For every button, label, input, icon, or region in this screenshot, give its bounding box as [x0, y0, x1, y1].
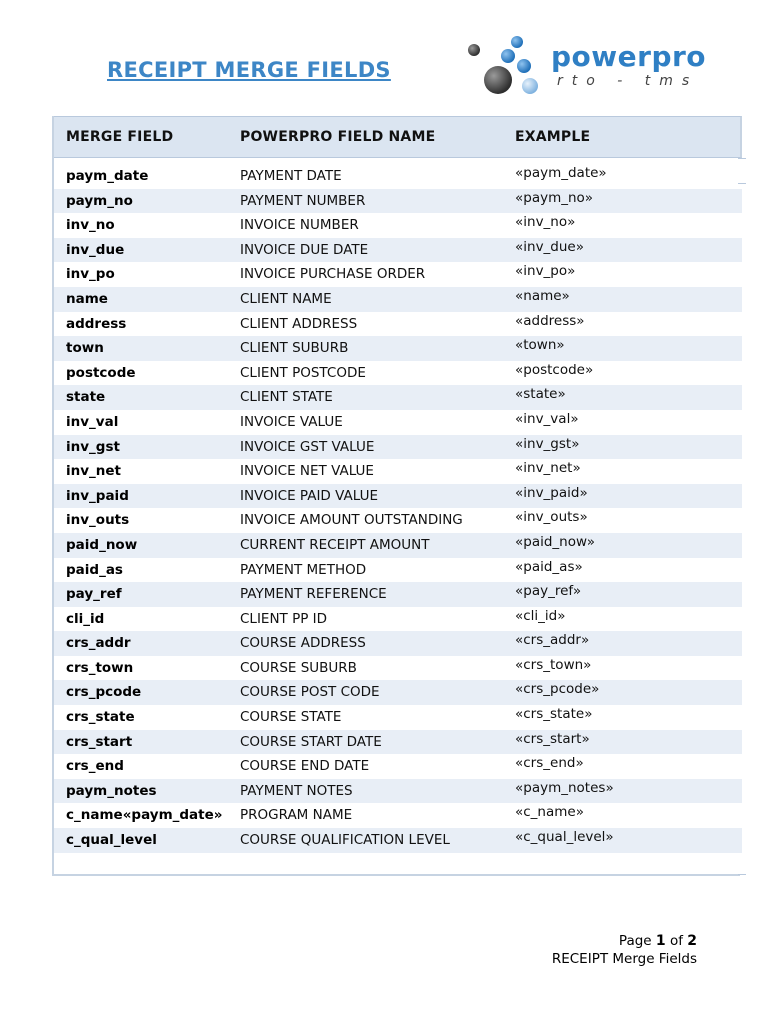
table-row — [54, 385, 742, 410]
field-name-cell: PAYMENT METHOD — [240, 561, 367, 578]
example-cell: «inv_po» — [515, 263, 576, 280]
table-row — [54, 705, 742, 730]
field-name-cell: CLIENT POSTCODE — [240, 364, 366, 381]
header-field-name: POWERPRO FIELD NAME — [240, 129, 436, 145]
field-name-cell: PROGRAM NAME — [240, 807, 353, 824]
example-cell: «crs_start» — [515, 730, 590, 747]
document-title: RECEIPT MERGE FIELDS — [107, 58, 391, 82]
example-cell: «crs_pcode» — [515, 681, 600, 698]
example-cell: «pay_ref» — [515, 583, 582, 600]
table-row — [54, 164, 742, 189]
field-name-cell: COURSE STATE — [240, 709, 342, 726]
table-edge-mark — [738, 158, 746, 159]
field-name-cell: PAYMENT REFERENCE — [240, 586, 387, 603]
table-row — [54, 582, 742, 607]
merge-field-cell: inv_val — [66, 413, 119, 430]
table-row — [54, 803, 742, 828]
example-cell: «name» — [515, 287, 570, 304]
field-name-cell: CLIENT ADDRESS — [240, 315, 358, 332]
table-row — [54, 361, 742, 386]
table-row — [54, 828, 742, 853]
table-row — [54, 213, 742, 238]
field-name-cell: CLIENT SUBURB — [240, 340, 349, 357]
merge-field-cell: inv_paid — [66, 487, 129, 504]
field-name-cell: INVOICE VALUE — [240, 413, 343, 430]
powerpro-logo — [462, 36, 712, 100]
merge-field-cell: paym_notes — [66, 782, 157, 799]
example-cell: «paid_now» — [515, 533, 596, 550]
footer-doc-name: RECEIPT Merge Fields — [551, 951, 697, 967]
merge-field-cell: state — [66, 389, 106, 406]
field-name-cell: CURRENT RECEIPT AMOUNT — [240, 536, 430, 553]
header-example: EXAMPLE — [515, 129, 591, 145]
field-name-cell: COURSE SUBURB — [240, 659, 357, 676]
table-row — [54, 754, 742, 779]
example-cell: «address» — [515, 312, 585, 329]
table-row — [54, 508, 742, 533]
page-of: of — [669, 933, 683, 949]
merge-field-cell: postcode — [66, 364, 136, 381]
example-cell: «crs_end» — [515, 755, 584, 772]
merge-field-cell: inv_due — [66, 241, 125, 258]
field-name-cell: PAYMENT NUMBER — [240, 192, 366, 209]
table-edge-mark — [738, 874, 746, 875]
example-cell: «crs_state» — [515, 706, 593, 723]
page-number — [552, 932, 697, 950]
merge-field-cell: cli_id — [66, 610, 105, 627]
example-cell: «cli_id» — [515, 607, 566, 624]
table-row — [54, 336, 742, 361]
field-name-cell: INVOICE AMOUNT OUTSTANDING — [240, 512, 463, 529]
example-cell: «inv_no» — [515, 214, 576, 231]
merge-field-cell: crs_end — [66, 758, 124, 775]
table-row — [54, 238, 742, 263]
table-row — [54, 533, 742, 558]
table-body — [54, 164, 742, 853]
page-footer — [552, 932, 697, 968]
field-name-cell: COURSE START DATE — [240, 733, 382, 750]
table-row — [54, 680, 742, 705]
merge-field-cell: name — [66, 290, 108, 307]
example-cell: «inv_val» — [515, 410, 579, 427]
example-cell: «inv_paid» — [515, 484, 588, 501]
table-row — [54, 459, 742, 484]
merge-field-cell: crs_town — [66, 659, 134, 676]
example-cell: «paym_no» — [515, 189, 594, 206]
field-name-cell: COURSE POST CODE — [240, 684, 380, 701]
field-name-cell: INVOICE PAID VALUE — [240, 487, 378, 504]
logo-spheres-icon — [462, 36, 552, 100]
field-name-cell: INVOICE PURCHASE ORDER — [240, 266, 426, 283]
field-name-cell: PAYMENT DATE — [240, 168, 342, 184]
table-row — [54, 484, 742, 509]
table-row — [54, 558, 742, 583]
example-cell: «paid_as» — [515, 558, 583, 575]
merge-field-cell: c_qual_level — [66, 832, 157, 849]
table-row — [54, 631, 742, 656]
merge-field-cell: c_name«paym_date» — [66, 807, 223, 824]
page-total: 2 — [687, 933, 697, 949]
merge-field-cell: crs_start — [66, 733, 133, 750]
table-row — [54, 607, 742, 632]
merge-field-cell: inv_gst — [66, 438, 120, 455]
example-cell: «crs_addr» — [515, 632, 590, 649]
example-cell: «c_name» — [515, 804, 584, 821]
table-row — [54, 779, 742, 804]
field-name-cell: COURSE END DATE — [240, 758, 370, 775]
merge-field-cell: crs_state — [66, 709, 135, 726]
page-current: 1 — [655, 933, 666, 949]
header-merge-field: MERGE FIELD — [66, 129, 174, 145]
table-edge-mark — [738, 183, 746, 184]
field-name-cell: INVOICE GST VALUE — [240, 438, 375, 455]
logo-wordmark: powerpro — [551, 40, 707, 73]
field-name-cell: CLIENT NAME — [240, 290, 332, 307]
merge-field-cell: inv_net — [66, 463, 122, 480]
field-name-cell: INVOICE NUMBER — [240, 217, 359, 234]
merge-field-cell: paym_no — [66, 192, 133, 209]
example-cell: «paym_date» — [515, 165, 607, 181]
example-cell: «inv_gst» — [515, 435, 580, 452]
logo-tagline: rto - tms — [557, 73, 699, 89]
table-header-row — [54, 116, 742, 158]
merge-field-cell: crs_addr — [66, 635, 131, 652]
example-cell: «crs_town» — [515, 656, 592, 673]
merge-field-cell: paid_as — [66, 561, 123, 578]
example-cell: «c_qual_level» — [515, 829, 614, 846]
table-row — [54, 312, 742, 337]
table-row — [54, 656, 742, 681]
merge-field-cell: address — [66, 315, 127, 332]
table-row — [54, 287, 742, 312]
table-row — [54, 262, 742, 287]
example-cell: «postcode» — [515, 361, 594, 378]
merge-field-cell: pay_ref — [66, 586, 122, 603]
page-prefix: Page — [618, 933, 652, 949]
merge-field-cell: inv_po — [66, 266, 115, 283]
field-name-cell: INVOICE DUE DATE — [240, 241, 369, 258]
field-name-cell: CLIENT PP ID — [240, 610, 328, 627]
table-row — [54, 410, 742, 435]
merge-field-cell: inv_outs — [66, 512, 130, 529]
merge-field-cell: paid_now — [66, 536, 138, 553]
merge-field-cell: town — [66, 340, 104, 357]
example-cell: «state» — [515, 386, 566, 403]
field-name-cell: COURSE QUALIFICATION LEVEL — [240, 832, 450, 849]
table-row — [54, 435, 742, 460]
example-cell: «inv_outs» — [515, 509, 588, 526]
field-name-cell: PAYMENT NOTES — [240, 782, 353, 799]
merge-field-cell: crs_pcode — [66, 684, 142, 701]
example-cell: «town» — [515, 337, 565, 354]
merge-fields-table — [52, 116, 740, 876]
example-cell: «paym_notes» — [515, 779, 614, 796]
field-name-cell: INVOICE NET VALUE — [240, 463, 374, 480]
example-cell: «inv_net» — [515, 460, 581, 477]
merge-field-cell: inv_no — [66, 217, 115, 234]
field-name-cell: COURSE ADDRESS — [240, 635, 366, 652]
field-name-cell: CLIENT STATE — [240, 389, 333, 406]
merge-field-cell: paym_date — [66, 168, 149, 184]
example-cell: «inv_due» — [515, 238, 584, 255]
table-row — [54, 189, 742, 214]
table-row — [54, 730, 742, 755]
